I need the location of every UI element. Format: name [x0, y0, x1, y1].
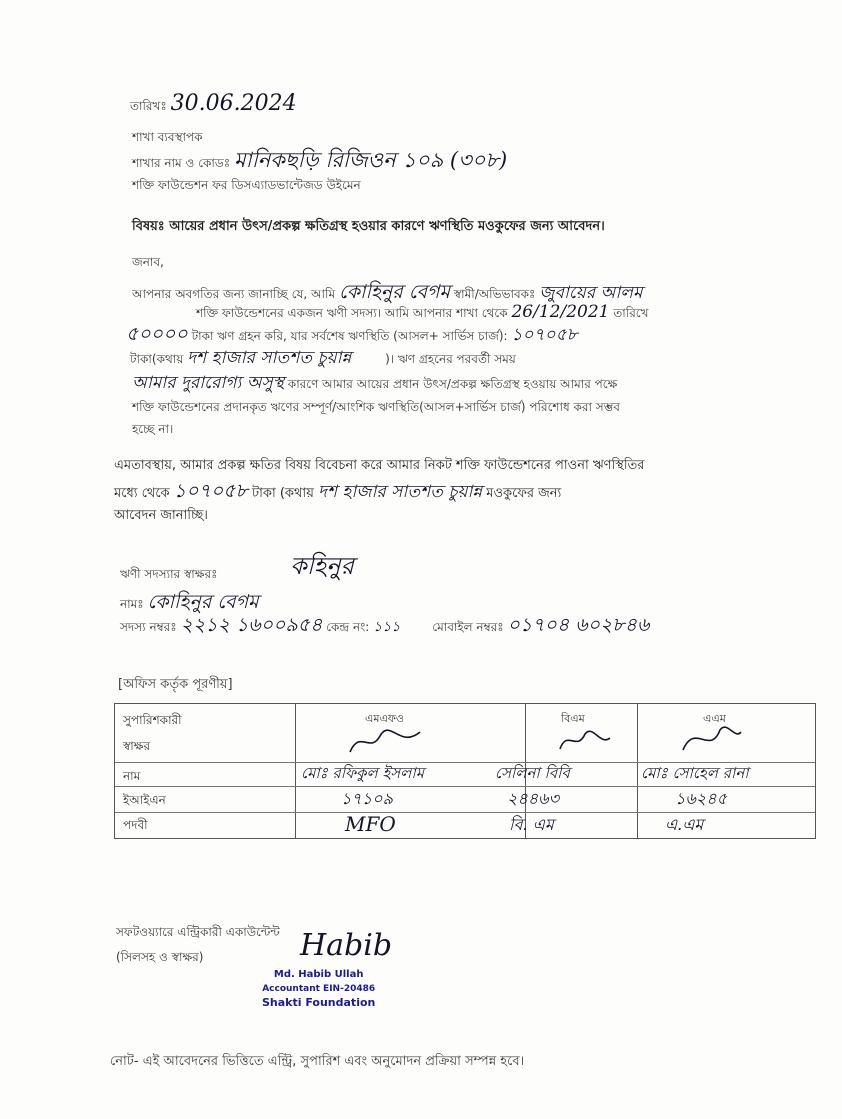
branch-line	[132, 148, 508, 172]
stamp-role: Accountant EIN-20486	[262, 984, 376, 994]
member-signature: কহিনুর	[290, 552, 354, 580]
member-number-value: ২২১২ ১৬০০৯৫৪	[180, 614, 323, 636]
row-label-recommender: সুপারিশকারী	[123, 713, 182, 727]
member-name-value: কোহিনুর বেগম	[147, 591, 259, 613]
loan-amount-handwritten: ৫০০০০	[126, 323, 188, 345]
waiver-words-handwritten: দশ হাজার সাতশত চুয়ান্ন	[318, 482, 483, 502]
date-value: 30.06.2024	[170, 91, 297, 116]
center-value: ১১১	[373, 619, 401, 635]
member-name-handwritten: কোহিনুর বেগম	[338, 281, 451, 303]
accountant-signature: Habib	[300, 928, 393, 963]
mobile-label: মোবাইল নম্বরঃ	[432, 620, 504, 634]
date-line	[130, 91, 297, 116]
member-number-line	[120, 614, 650, 636]
para1-text: টাকা(কথায়	[130, 352, 184, 366]
para1-line4	[130, 348, 516, 368]
mfo-name: মোঃ রফিকুল ইসলাম	[301, 764, 425, 782]
para1-line7: হচ্ছে না।	[132, 422, 174, 436]
row-label-name: নাম	[123, 769, 141, 783]
row-label-ein: ইআইএন	[123, 793, 166, 807]
col-head-am: এএম	[703, 712, 726, 725]
row-label-designation: পদবী	[123, 818, 148, 832]
amount-words-handwritten: দশ হাজার সাতশত চুয়ান্ন	[187, 348, 352, 368]
subject-line: বিষয়ঃ আয়ের প্রধান উৎস/প্রকল্প ক্ষতিগ্রস্থ হওয়ার কারণে ঋণস্থিতি মওকুফের জন্য আবেদন।	[132, 219, 605, 234]
para1-text: স্বামী/অভিভাবকঃ	[453, 287, 536, 301]
row-label-signature: স্বাক্ষর	[123, 739, 151, 753]
para2-line1: এমতাবস্থায়, আমার প্রকল্প ক্ষতির বিষয় বিবেচনা করে আমার নিকট শক্তি ফাউন্ডেশনের পাওনা ঋণস্থিতির	[114, 458, 645, 473]
am-designation: এ.এম	[665, 815, 704, 834]
mfo-signature	[345, 724, 425, 760]
para1-text: কারণে আমার আয়ের প্রধান উৎস/প্রকল্প ক্ষতিগ্রস্থ হওয়ায় আমার পক্ষে	[287, 377, 618, 391]
col-head-bm: বিএম	[561, 712, 585, 725]
bm-ein: ২৪৪৬৩	[507, 789, 559, 808]
loan-date-handwritten: 26/12/2021	[511, 302, 610, 322]
footer-note: নোট- এই আবেদনের ভিত্তিতে এন্ট্রি, সুপারিশ এবং অনুমোদন প্রক্রিয়া সম্পন্ন হবে।	[110, 1054, 525, 1069]
member-number-label: সদস্য নম্বরঃ	[120, 620, 177, 634]
branch-manager-label: শাখা ব্যবস্থাপক	[132, 130, 203, 144]
bm-signature	[555, 724, 615, 758]
recommendation-table	[114, 703, 816, 839]
para2-text: মওকুফের জন্য	[486, 486, 562, 501]
para1-text: তারিখে	[613, 306, 649, 320]
stamp-org: Shakti Foundation	[262, 996, 376, 1009]
bm-designation: বি. এম	[509, 815, 554, 834]
balance-handwritten: ১০৭০৫৮	[511, 325, 578, 345]
para2-line3: আবেদন জানাচ্ছি।	[114, 508, 208, 523]
seal-signature-label: (সিলসহ ও স্বাক্ষর)	[116, 950, 204, 964]
para1-text: )। ঋণ গ্রহনের পরবর্তী সময়	[385, 352, 516, 366]
para1-text: শক্তি ফাউন্ডেশনের একজন ঋণী সদস্য। আমি আপনার শাখা থেকে	[196, 306, 508, 320]
am-name: মোঃ সোহেল রানা	[641, 764, 749, 782]
am-ein: ১৬২৪৫	[675, 789, 727, 808]
para2-line2	[114, 480, 562, 502]
branch-label: শাখার নাম ও কোডঃ	[132, 156, 231, 170]
para1-text: টাকা ঋণ গ্রহন করি, যার সর্বশেষ ঋণস্থিতি (আসল+ সার্ভিস চার্জ):	[191, 329, 508, 343]
branch-value: মানিকছড়ি রিজিওন ১০৯ (৩০৮)	[233, 148, 508, 172]
accountant-stamp	[262, 968, 375, 1010]
reason-handwritten: আমার দুরারোগ্য অসুস্থ	[132, 373, 284, 393]
bm-name: সেলিনা বিবি	[495, 764, 570, 782]
office-heading: [অফিস কর্তৃক পূরণীয়]	[118, 677, 233, 692]
para1-line3	[126, 323, 578, 345]
para1-line1	[132, 281, 643, 303]
para1-line6: শক্তি ফাউন্ডেশনের প্রদানকৃত ঋণের সম্পূর্ণ/আংশিক ঋণস্থিতি(আসল+সার্ভিস চার্জ) পরিশোধ করা সম্ভব	[132, 400, 620, 414]
para2-text: টাকা (কথায়	[252, 486, 314, 501]
accountant-label: সফটওয়্যারে এন্ট্রিকারী একাউন্টেন্ট	[116, 925, 280, 939]
para1-line2	[196, 302, 649, 322]
stamp-name: Md. Habib Ullah	[273, 969, 364, 980]
am-signature	[675, 720, 745, 760]
member-name-label: নামঃ	[120, 597, 144, 611]
col-head-mfo: এমএফও	[365, 712, 404, 725]
center-label: কেন্দ্র নং:	[326, 620, 370, 634]
para1-text: আপনার অবগতির জন্য জানাচ্ছি যে, আমি	[132, 287, 336, 301]
salutation: জনাব,	[132, 255, 164, 269]
member-name-line	[120, 591, 259, 613]
foundation-name: শক্তি ফাউন্ডেশন ফর ডিসএ্যাডভান্টেজড উইমেন	[132, 178, 361, 192]
para2-text: মধ্যে থেকে	[114, 486, 170, 501]
date-label: তারিখঃ	[130, 99, 167, 113]
mfo-designation: MFO	[345, 812, 396, 836]
para1-line5	[132, 373, 618, 393]
mobile-value: ০১৭০৪ ৬০২৮৪৬	[507, 614, 650, 636]
mfo-ein: ১৭১০৯	[341, 789, 393, 808]
waiver-amount-handwritten: ১০৭০৫৮	[173, 480, 248, 502]
husband-name-handwritten: জুবায়ের আলম	[539, 283, 643, 303]
member-signature-label: ঋণী সদস্যার স্বাক্ষরঃ	[120, 567, 218, 581]
